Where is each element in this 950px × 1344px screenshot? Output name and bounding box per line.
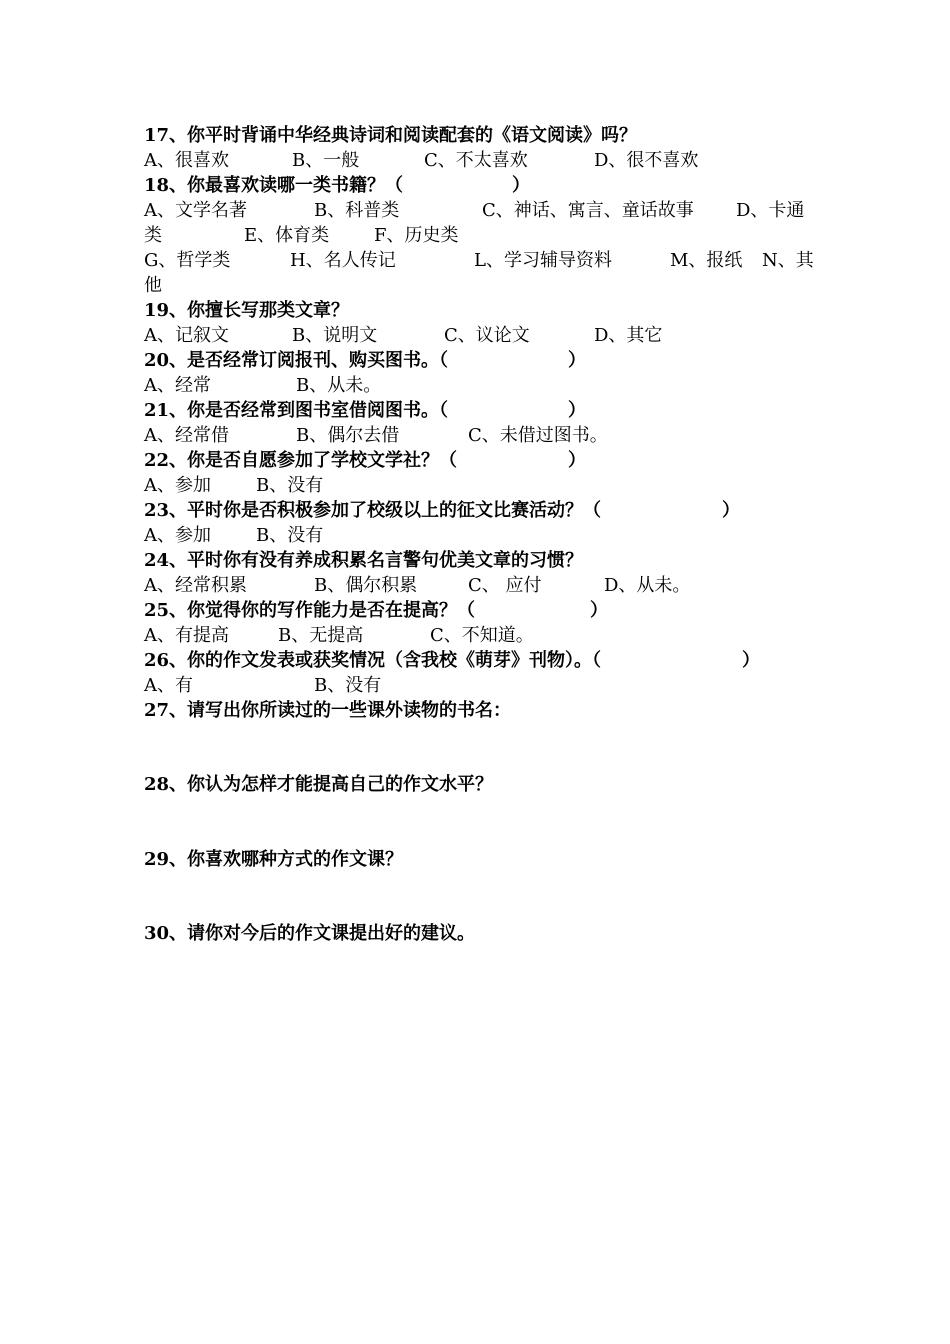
option: B、科普类 <box>314 200 400 221</box>
option: B、从未。 <box>296 375 382 396</box>
question-text: 18、你最喜欢读哪一类书籍？（ <box>144 175 404 196</box>
option: A、参加 <box>144 525 211 546</box>
paren-close: ） <box>568 350 586 371</box>
option: C、不知道。 <box>430 625 534 646</box>
option: F、历史类 <box>374 225 459 246</box>
option: B、没有 <box>256 475 324 496</box>
option: B、说明文 <box>292 325 378 346</box>
paren-close: ） <box>568 400 586 421</box>
option: D、从未。 <box>604 575 691 596</box>
paren-close: ） <box>568 450 586 471</box>
option: A、经常积累 <box>144 575 247 596</box>
paren-close: ） <box>512 175 530 196</box>
question-20 <box>144 349 586 373</box>
option-wrap: 类 <box>144 225 162 246</box>
option: E、体育类 <box>244 225 330 246</box>
question-18 <box>144 174 530 198</box>
option-wrap: 他 <box>144 275 162 296</box>
option: H、名人传记 <box>290 250 396 271</box>
question-text: 26、你的作文发表或获奖情况（含我校《萌芽》刊物）。（ <box>144 650 602 671</box>
question-22 <box>144 449 586 473</box>
question-text: 22、你是否自愿参加了学校文学社？（ <box>144 450 458 471</box>
option: D、很不喜欢 <box>594 150 699 171</box>
question-29: 29、你喜欢哪种方式的作文课？ <box>144 849 404 870</box>
option: L、学习辅导资料 <box>474 250 612 271</box>
question-17: 17、你平时背诵中华经典诗词和阅读配套的《语文阅读》吗？ <box>144 125 638 146</box>
question-21 <box>144 399 586 423</box>
question-26 <box>144 649 760 673</box>
option: M、报纸 <box>670 250 743 271</box>
option: D、其它 <box>594 325 663 346</box>
option: B、偶尔积累 <box>314 575 418 596</box>
option: N、其 <box>762 250 814 271</box>
paren-close: ） <box>742 650 760 671</box>
question-text: 20、是否经常订阅报刊、购买图书。（ <box>144 350 449 371</box>
question-24: 24、平时你有没有养成积累名言警句优美文章的习惯？ <box>144 550 584 571</box>
option: B、没有 <box>314 675 382 696</box>
option: A、记叙文 <box>144 325 229 346</box>
question-28: 28、你认为怎样才能提高自己的作文水平？ <box>144 774 494 795</box>
question-text: 21、你是否经常到图书室借阅图书。（ <box>144 400 449 421</box>
option: A、很喜欢 <box>144 150 229 171</box>
option: B、无提高 <box>278 625 364 646</box>
question-text: 23、平时你是否积极参加了校级以上的征文比赛活动？（ <box>144 500 602 521</box>
question-19: 19、你擅长写那类文章？ <box>144 300 350 321</box>
option: C、 应付 <box>468 575 542 596</box>
option: A、有 <box>144 675 193 696</box>
option: A、经常 <box>144 375 211 396</box>
option: A、参加 <box>144 475 211 496</box>
question-text: 25、你觉得你的写作能力是否在提高？（ <box>144 600 476 621</box>
option: C、不太喜欢 <box>424 150 528 171</box>
option: B、一般 <box>292 150 360 171</box>
paren-close: ） <box>722 500 740 521</box>
question-27: 27、请写出你所读过的一些课外读物的书名： <box>144 700 512 721</box>
option: C、议论文 <box>444 325 530 346</box>
option: C、神话、寓言、童话故事 <box>482 200 694 221</box>
question-23 <box>144 499 740 523</box>
option: B、偶尔去借 <box>296 425 400 446</box>
option: B、没有 <box>256 525 324 546</box>
question-30: 30、请你对今后的作文课提出好的建议。 <box>144 923 476 944</box>
option: C、未借过图书。 <box>468 425 608 446</box>
question-25 <box>144 599 608 623</box>
option: A、经常借 <box>144 425 229 446</box>
option: A、有提高 <box>144 625 229 646</box>
option: A、文学名著 <box>144 200 247 221</box>
option: D、卡通 <box>736 200 805 221</box>
paren-close: ） <box>590 600 608 621</box>
option: G、哲学类 <box>144 250 231 271</box>
